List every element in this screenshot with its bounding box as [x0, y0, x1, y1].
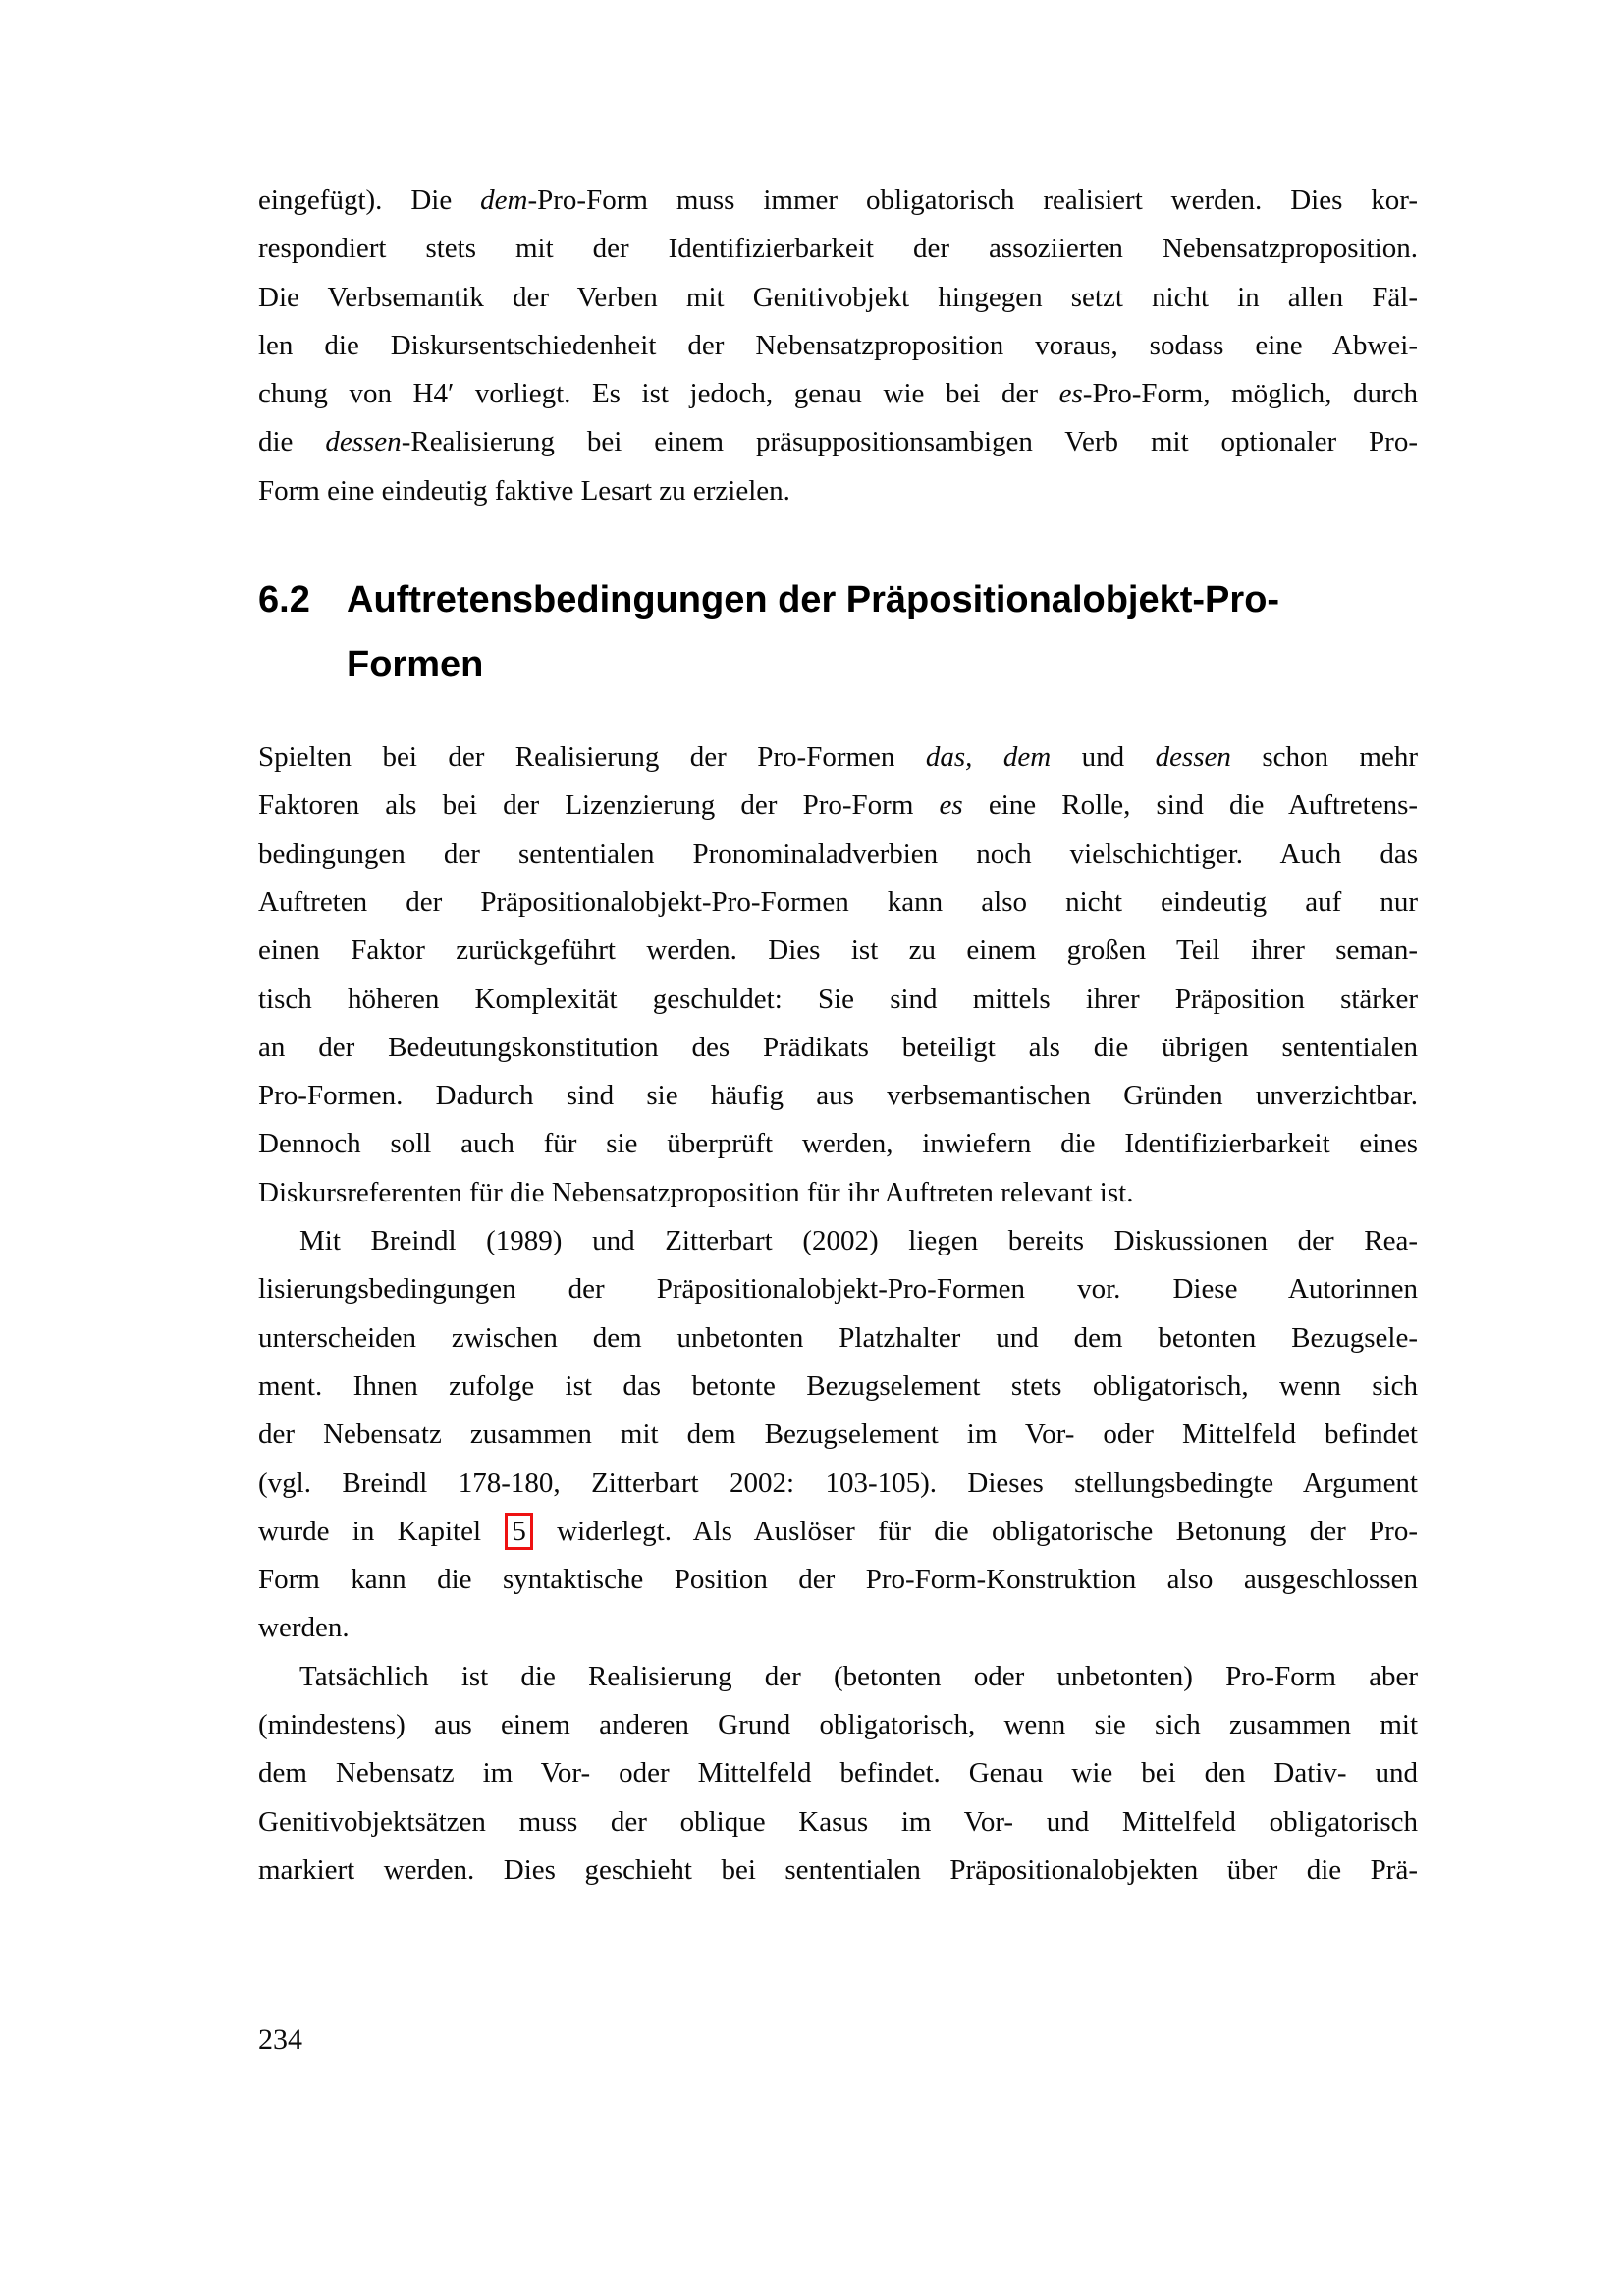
- text-segment: widerlegt. Als Auslöser für die obligatorische Betonung der Pro-: [533, 1515, 1418, 1547]
- italic-term: es: [939, 789, 963, 822]
- italic-term: dem: [480, 185, 528, 216]
- text-segment: ment. Ihnen zufolge ist das betonte Bezugselement stets obligatorisch, wenn sich: [258, 1369, 1418, 1402]
- text-segment: bedingungen der sententialen Pronominaladverbien noch vielschichtiger. Auch das: [258, 837, 1418, 870]
- text-line: [258, 976, 1418, 1024]
- text-line: [258, 1265, 1418, 1313]
- text-line: [258, 1411, 1418, 1459]
- text-segment: (vgl. Breindl 178-180, Zitterbart 2002: 103-105). Dieses stellungsbedingte Argument: [258, 1467, 1418, 1499]
- section-heading: [258, 567, 1418, 697]
- text-line: [258, 1846, 1418, 1895]
- italic-term: dessen: [1155, 741, 1231, 774]
- text-line: [258, 1508, 1418, 1556]
- text-line: [258, 370, 1418, 418]
- text-line: [258, 418, 1418, 466]
- text-line: [258, 1314, 1418, 1362]
- text-segment: eingefügt). Die: [258, 185, 481, 216]
- text-line: [258, 225, 1418, 273]
- text-line: [258, 322, 1418, 370]
- text-segment: (mindestens) aus einem anderen Grund obligatorisch, wenn sie sich zusammen mit: [258, 1709, 1418, 1741]
- text-line: [258, 1798, 1418, 1846]
- text-line: [258, 1072, 1418, 1120]
- paragraph: [258, 177, 1418, 515]
- text-segment: -Pro-Form muss immer obligatorisch realisiert werden. Dies kor-: [527, 185, 1418, 216]
- text-line: [258, 1604, 1418, 1652]
- text-line: [258, 1749, 1418, 1797]
- text-segment: Dennoch soll auch für sie überprüft werden, inwiefern die Identifizierbarkeit eines: [258, 1128, 1418, 1160]
- paragraph-slot: [258, 733, 1418, 1895]
- section-title-line: Auftretensbedingungen der Präpositionalobjekt-Pro-: [347, 579, 1280, 621]
- text-segment: len die Diskursentschiedenheit der Nebensatzproposition voraus, sodass eine Abwei-: [258, 329, 1418, 361]
- text-line: [258, 1120, 1418, 1168]
- text-segment: tisch höheren Komplexität geschuldet: Sie sind mittels ihrer Präposition stärker: [258, 983, 1418, 1015]
- italic-term: es: [1058, 378, 1083, 410]
- text-segment: Faktoren als bei der Lizenzierung der Pro-Form: [258, 789, 940, 822]
- text-segment: an der Bedeutungskonstitution des Prädikats beteiligt als die übrigen sententialen: [258, 1031, 1418, 1063]
- italic-term: dessen: [325, 426, 402, 458]
- text-segment: Genitivobjektsätzen muss der oblique Kasus im Vor- und Mittelfeld obligatorisch: [258, 1805, 1418, 1838]
- text-line: [258, 1169, 1418, 1217]
- text-segment: Form eine eindeutig faktive Lesart zu erzielen.: [258, 474, 790, 507]
- text-line: [258, 1024, 1418, 1072]
- text-segment: -Realisierung bei einem präsuppositionsambigen Verb mit optionaler Pro-: [401, 426, 1418, 458]
- text-line: [258, 1556, 1418, 1604]
- text-segment: schon mehr: [1230, 741, 1419, 774]
- text-segment: [972, 741, 1002, 773]
- text-segment: Tatsächlich ist die Realisierung der (betonten oder unbetonten) Pro-Form aber: [299, 1660, 1418, 1692]
- paragraph-slot: [258, 177, 1418, 515]
- section-number: 6.2: [258, 579, 310, 621]
- text-segment: der Nebensatz zusammen mit dem Bezugselement im Vor- oder Mittelfeld befindet: [258, 1418, 1418, 1451]
- text-segment: und: [1051, 741, 1156, 774]
- text-line: [258, 1460, 1418, 1508]
- text-segment: Form kann die syntaktische Position der Pro-Form-Konstruktion also ausgeschlossen: [258, 1564, 1418, 1596]
- text-line: [258, 274, 1418, 322]
- chapter-5-link[interactable]: 5: [505, 1513, 533, 1550]
- text-line: [258, 177, 1418, 225]
- text-segment: Die Verbsemantik der Verben mit Genitivobjekt hingegen setzt nicht in allen Fäl-: [258, 281, 1418, 313]
- text-line: [258, 733, 1418, 781]
- text-segment: wurde in Kapitel: [258, 1515, 505, 1547]
- text-segment: Diskursreferenten für die Nebensatzproposition für ihr Auftreten relevant ist.: [258, 1176, 1134, 1208]
- text-line: [258, 1217, 1418, 1265]
- text-line: [258, 781, 1418, 829]
- text-line: [258, 1362, 1418, 1411]
- paragraph: [258, 1217, 1418, 1653]
- text-segment: respondiert stets mit der Identifizierbarkeit der assoziierten Nebensatzproposition.: [258, 233, 1418, 265]
- italic-term: das,: [925, 741, 973, 774]
- text-segment: Auftreten der Präpositionalobjekt-Pro-Formen kann also nicht eindeutig auf nur: [258, 885, 1418, 918]
- text-segment: unterscheiden zwischen dem unbetonten Platzhalter und dem betonten Bezugsele-: [258, 1321, 1418, 1354]
- text-line: [258, 879, 1418, 927]
- text-line: [258, 1653, 1418, 1701]
- text-segment: die: [258, 426, 326, 458]
- text-line: [258, 830, 1418, 879]
- italic-term: dem: [1002, 741, 1052, 774]
- text-line: [258, 467, 1418, 515]
- paragraph: [258, 1653, 1418, 1895]
- text-line: [258, 927, 1418, 975]
- text-segment: Spielten bei der Realisierung der Pro-Formen: [258, 741, 926, 774]
- section-title-line: Formen: [347, 644, 484, 686]
- text-segment: lisierungsbedingungen der Präpositionalobjekt-Pro-Formen vor. Diese Autorinnen: [258, 1273, 1418, 1306]
- paragraph: [258, 733, 1418, 1217]
- text-segment: -Pro-Form, möglich, durch: [1082, 378, 1418, 410]
- text-segment: markiert werden. Dies geschieht bei sententialen Präpositionalobjekten über die Prä-: [258, 1853, 1418, 1886]
- text-segment: Mit Breindl (1989) und Zitterbart (2002) liegen bereits Diskussionen der Rea-: [299, 1225, 1418, 1257]
- text-segment: einen Faktor zurückgeführt werden. Dies ist zu einem großen Teil ihrer seman-: [258, 934, 1418, 967]
- text-line: [258, 1701, 1418, 1749]
- text-segment: dem Nebensatz im Vor- oder Mittelfeld befindet. Genau wie bei den Dativ- und: [258, 1757, 1418, 1789]
- text-segment: chung von H4′ vorliegt. Es ist jedoch, genau wie bei der: [258, 378, 1059, 410]
- text-segment: werden.: [258, 1612, 350, 1644]
- page-number: 234: [258, 2023, 302, 2056]
- section-title: [347, 567, 1418, 697]
- text-segment: eine Rolle, sind die Auftretens-: [962, 789, 1419, 822]
- body-text: [258, 177, 1418, 1895]
- text-segment: Pro-Formen. Dadurch sind sie häufig aus verbsemantischen Gründen unverzichtbar.: [258, 1080, 1418, 1112]
